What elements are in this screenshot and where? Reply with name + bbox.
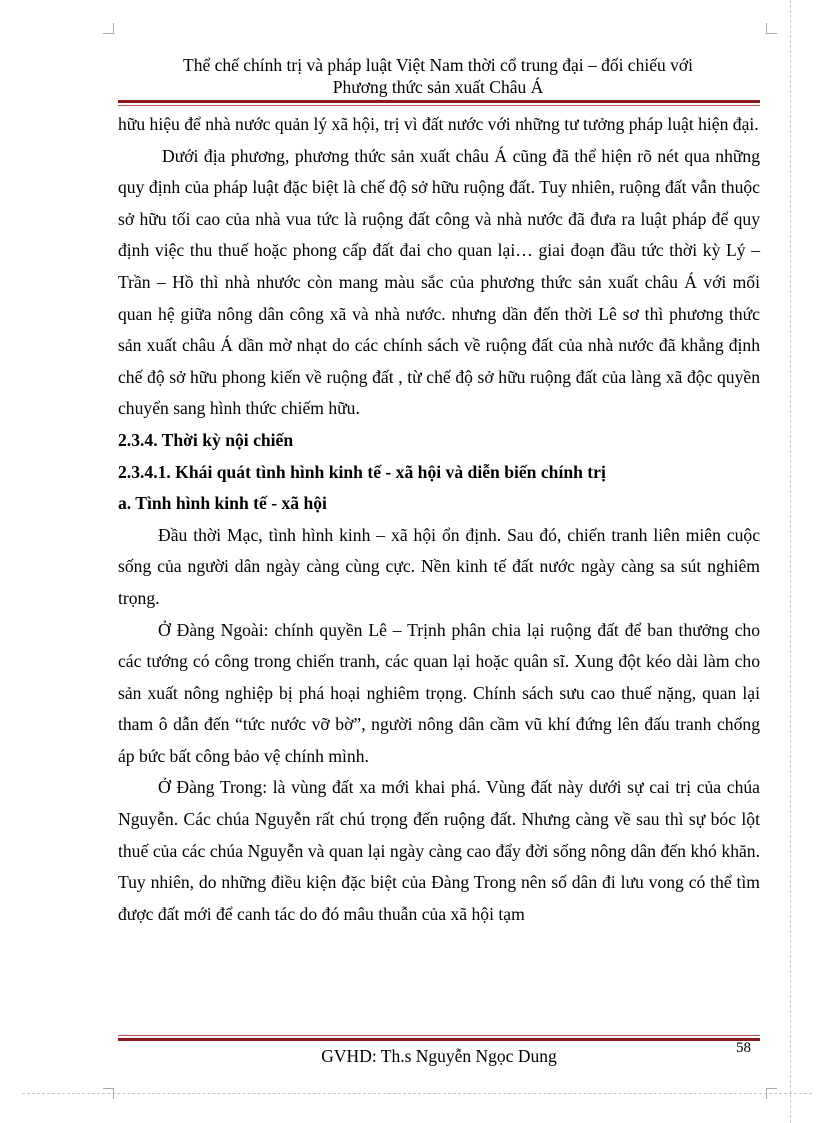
crop-mark-top-left — [103, 23, 114, 34]
subsection-heading: 2.3.4.1. Khái quát tình hình kinh tế - xã hội và diễn biến chính trị — [118, 461, 606, 482]
page-number: 58 — [736, 1040, 751, 1056]
crop-mark-top-right — [766, 23, 777, 34]
header-rule — [118, 100, 760, 106]
paragraph: Dưới địa phương, phương thức sản xuất châu Á cũng đã thể hiện rõ nét qua những quy định của pháp luật đặc biệt là chế độ sở hữu ruộng đất. Tuy nhiên, ruộng đất vẫn thuộc sở hữu tối cao của nhà vua tức là ruộng đất công và nhà nước đã đưa ra luật pháp để quy định việc thu thuế hoặc phong cấp đất đai cho quan lại… giai đoạn đầu tức thời kỳ Lý – Trần – Hồ thì nhà nhước còn mang màu sắc của phương thức sản xuất châu Á với mối quan hệ giữa nông dân công xã và nhà nước. nhưng dần đến thời Lê sơ thì phương thức sản xuất châu Á dần mờ nhạt do các chính sách về ruộng đất của nhà nước đã khẳng định chế độ sở hữu phong kiến về ruộng đất , từ chế độ sở hữu ruộng đất của làng xã độc quyền chuyển sang hình thức chiếm hữu. — [118, 145, 760, 419]
crop-mark-bottom-left — [103, 1088, 114, 1099]
header-line-1: Thể chế chính trị và pháp luật Việt Nam thời cổ trung đại – đối chiếu với — [183, 55, 693, 75]
crop-mark-bottom-right — [766, 1088, 777, 1099]
paragraph: hữu hiệu để nhà nước quản lý xã hội, trị vì đất nước với những tư tưởng pháp luật hiện đại. — [118, 114, 759, 134]
paragraph: Ở Đàng Trong: là vùng đất xa mới khai phá. Vùng đất này dưới sự cai trị của chúa Nguyễn. Các chúa Nguyễn rất chú trọng đến ruộng đất. Nhưng càng về sau thì sự bóc lột thuế của các chúa Nguyễn và quan lại ngày càng cao đẩy đời sống nông dân đến khó khăn. Tuy nhiên, do những điều kiện đặc biệt của Đàng Trong nên số dân đi lưu vong có thể tìm được đất mới để canh tác do đó mâu thuẫn của xã hội tạm — [118, 777, 760, 924]
page-edge-bottom — [22, 1093, 812, 1094]
footer-rule — [118, 1035, 760, 1041]
section-heading: 2.3.4. Thời kỳ nội chiến — [118, 429, 294, 450]
subsubsection-heading: a. Tình hình kinh tế - xã hội — [118, 493, 327, 514]
paragraph: Ở Đàng Ngoài: chính quyền Lê – Trịnh phân chia lại ruộng đất để ban thưởng cho các tướng có công trong chiến tranh, các quan lại hoặc quân sĩ. Xung đột kéo dài làm cho sản xuất nông nghiệp bị phá hoại nghiêm trọng. Chính sách sưu cao thuế nặng, quan lại tham ô dẫn đến “tức nước vỡ bờ”, người nông dân cầm vũ khí đứng lên đấu tranh chống áp bức bất công bảo vệ chính mình. — [118, 619, 760, 766]
running-header — [118, 54, 758, 98]
page-edge-right — [790, 0, 791, 1123]
paragraph: Đầu thời Mạc, tình hình kinh – xã hội ổn định. Sau đó, chiến tranh liên miên cuộc sống của người dân ngày càng cùng cực. Nền kinh tế đất nước ngày càng sa sút nghiêm trọng. — [118, 524, 760, 608]
header-line-2: Phương thức sản xuất Châu Á — [332, 77, 544, 97]
body-text — [118, 109, 760, 930]
footer-advisor: GVHD: Th.s Nguyễn Ngọc Dung — [321, 1046, 557, 1066]
